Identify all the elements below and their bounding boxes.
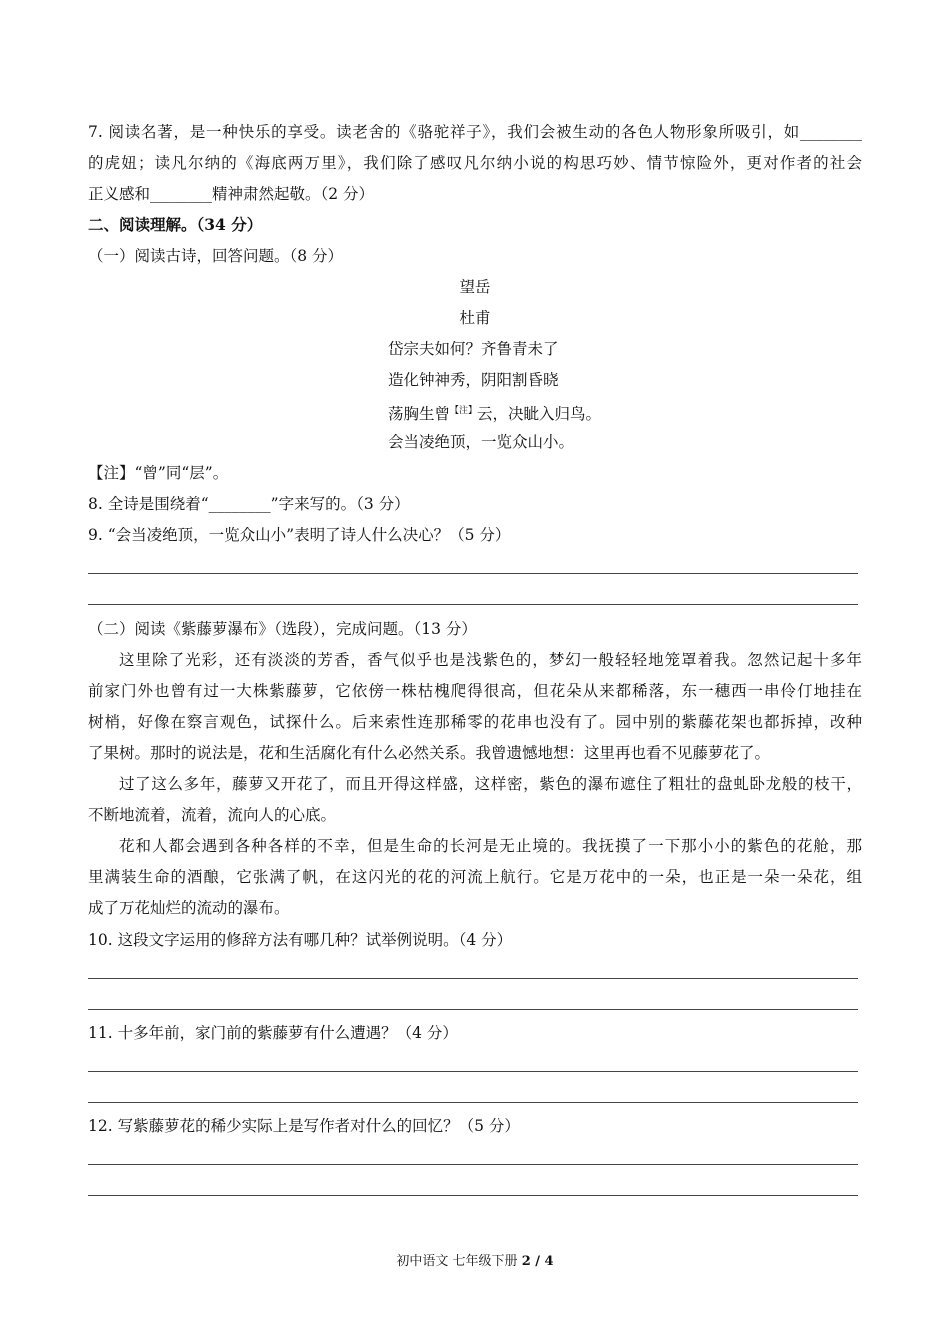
answer-line[interactable] xyxy=(88,1071,858,1072)
answer-line[interactable] xyxy=(88,1009,858,1010)
q7-line-3: 正义感和________精神肃然起敬。（2 分） xyxy=(88,185,375,203)
question-9: 9. “会当凌绝顶，一览众山小”表明了诗人什么决心？（5 分） xyxy=(88,526,511,544)
answer-line[interactable] xyxy=(88,978,858,979)
poem-author: 杜甫 xyxy=(459,309,491,327)
question-11: 11. 十多年前，家门前的紫藤萝有什么遭遇？（4 分） xyxy=(88,1024,458,1042)
poem-section-title: （一）阅读古诗，回答问题。（8 分） xyxy=(88,247,344,265)
question-12: 12. 写紫藤萝花的稀少实际上是写作者对什么的回忆？（5 分） xyxy=(88,1117,520,1135)
poem-line-4: 会当凌绝顶，一览众山小。 xyxy=(388,433,575,451)
answer-line[interactable] xyxy=(88,1164,858,1165)
passage-p3-line-3: 成了万花灿烂的流动的瀑布。 xyxy=(88,899,290,917)
passage-p2-line-1: 过了这么多年，藤萝又开花了，而且开得这样盛，这样密，紫色的瀑布遮住了粗壮的盘虬卧龙般的枝干， xyxy=(119,775,862,793)
passage-p1-line-3: 树梢，好像在察言观色，试探什么。后来索性连那稀零的花串也没有了。园中别的紫藤花架也都拆掉，改种 xyxy=(88,713,862,731)
poem-line-3-start: 荡胸生曾 xyxy=(388,405,451,424)
question-10: 10. 这段文字运用的修辞方法有哪几种？试举例说明。（4 分） xyxy=(88,931,513,949)
passage-p3-line-2: 里满装生命的酒酿，它张满了帆，在这闪光的花的河流上航行。它是万花中的一朵，也正是一朵一朵花，组 xyxy=(88,868,862,886)
page-footer xyxy=(0,1250,950,1269)
poem-note: 【注】“曾”同“层”。 xyxy=(88,464,229,482)
passage-p1-line-4: 了果树。那时的说法是，花和生活腐化有什么必然关系。我曾遗憾地想：这里再也看不见藤萝花了。 xyxy=(88,744,771,762)
passage-p1-line-1: 这里除了光彩，还有淡淡的芳香，香气似乎也是浅紫色的，梦幻一般轻轻地笼罩着我。忽然记起十多年 xyxy=(119,651,862,669)
passage-p3-line-1: 花和人都会遇到各种各样的不幸，但是生命的长河是无止境的。我抚摸了一下那小小的紫色的花舱，那 xyxy=(119,837,862,855)
poem-line-1: 岱宗夫如何？齐鲁青未了 xyxy=(388,340,559,358)
passage-p1-line-2: 前家门外也曾有过一大株紫藤萝，它依傍一株枯槐爬得很高，但花朵从来都稀落，东一穗西一串伶仃地挂在 xyxy=(88,682,862,700)
answer-line[interactable] xyxy=(88,1195,858,1196)
section-2-title: 二、阅读理解。（34 分） xyxy=(88,215,263,234)
passage-p2-line-2: 不断地流着，流着，流向人的心底。 xyxy=(88,806,337,824)
page-number: 2 / 4 xyxy=(521,1254,554,1269)
poem-title: 望岳 xyxy=(459,278,491,296)
poem-line-2: 造化钟神秀，阴阳割昏晓 xyxy=(388,371,559,389)
poem-line-3 xyxy=(388,401,601,424)
poem-line-3-end: 云，决眦入归鸟。 xyxy=(477,405,602,424)
passage-section-title: （二）阅读《紫藤萝瀑布》（选段），完成问题。（13 分） xyxy=(88,620,477,638)
footer-course: 初中语文 七年级下册 xyxy=(396,1254,522,1269)
answer-line[interactable] xyxy=(88,604,858,605)
answer-line[interactable] xyxy=(88,1102,858,1103)
q7-line-2: 的虎妞；读凡尔纳的《海底两万里》，我们除了感叹凡尔纳小说的构思巧妙、情节惊险外，更对作者的社会 xyxy=(88,154,862,172)
question-8: 8. 全诗是围绕着“________”字来写的。（3 分） xyxy=(88,495,410,513)
poem-note-marker: 【注】 xyxy=(450,406,478,416)
q7-line-1: 7. 阅读名著，是一种快乐的享受。读老舍的《骆驼祥子》，我们会被生动的各色人物形象所吸引，如________ xyxy=(88,123,862,141)
answer-line[interactable] xyxy=(88,573,858,574)
